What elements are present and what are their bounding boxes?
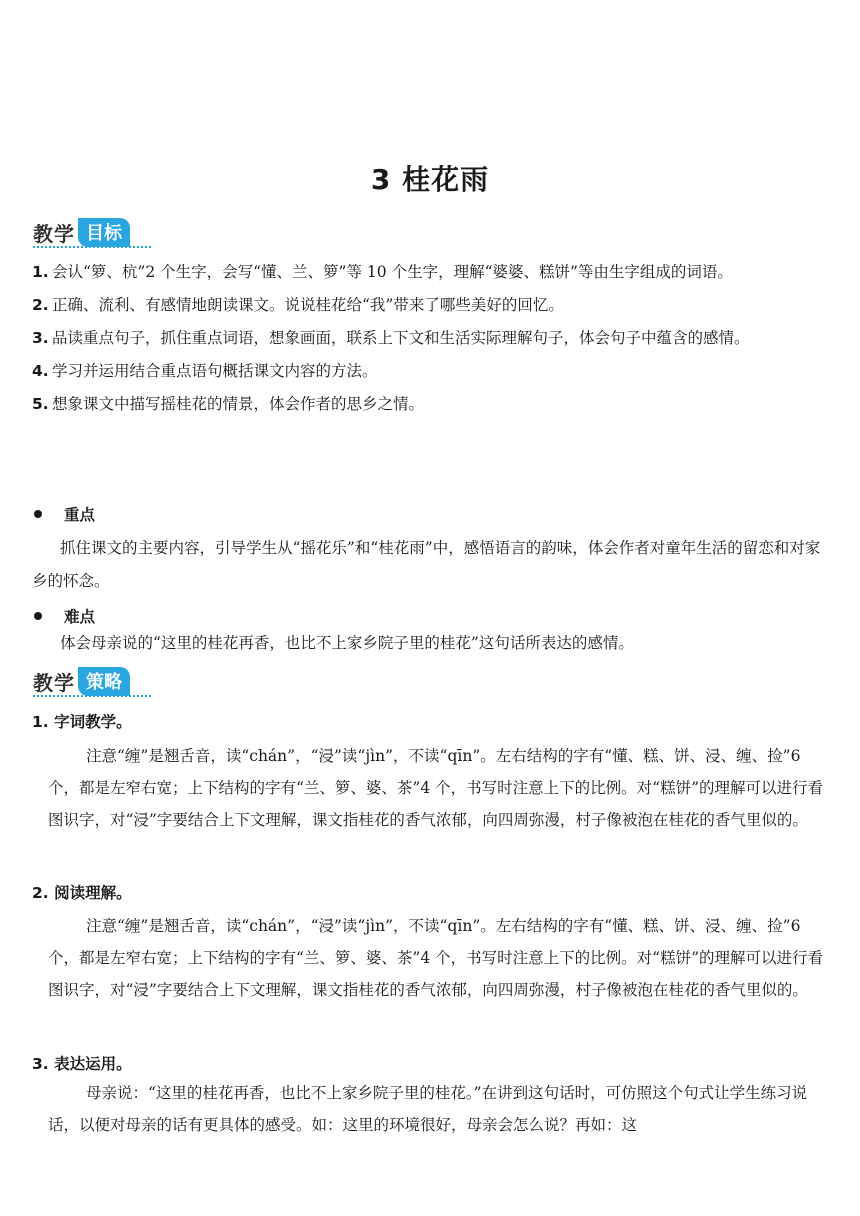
item-text: 学习并运用结合重点语句概括课文内容的方法。 bbox=[52, 362, 378, 380]
item-text: 正确、流利、有感情地朗读课文。说说桂花给“我”带来了哪些美好的回忆。 bbox=[52, 296, 564, 314]
page-title: 3 桂花雨 bbox=[370, 163, 490, 196]
difficulty-text: 体会母亲说的“这里的桂花再香，也比不上家乡院子里的桂花”这句话所表达的感情。 bbox=[60, 634, 634, 652]
objectives-heading-prefix: 教学 bbox=[33, 221, 75, 246]
strategy-text: 注意“缠”是翘舌音，读“chán”，“浸”读“jìn”，不读“qīn”。左右结构的字有“懂、糕、饼、浸、缠、捡”6 个，都是左窄右宽；上下结构的字有“兰、箩、婆、茶”4 个，书写时注意上下的比例。对“糕饼”的理解可以进行看图识字，对“浸”字要结合上下文理解，课文指桂花的香气浓郁，向四周弥漫，村子像被泡在桂花的香气里似的。 bbox=[48, 747, 823, 829]
heading-underline bbox=[33, 246, 151, 248]
item-number: 5. bbox=[32, 395, 49, 413]
difficulty-label: 难点 bbox=[64, 608, 96, 626]
item-text: 想象课文中描写摇桂花的情景，体会作者的思乡之情。 bbox=[52, 395, 425, 413]
strategies-heading-badge: 策略 bbox=[78, 667, 130, 696]
item-number: 4. bbox=[32, 362, 49, 380]
item-number: 1. bbox=[32, 263, 49, 281]
strategies-heading bbox=[33, 664, 130, 698]
strategies-heading-prefix: 教学 bbox=[33, 670, 75, 695]
item-text: 会认“箩、杭”2 个生字，会写“懂、兰、箩”等 10 个生字，理解“婆婆、糕饼”等由生字组成的词语。 bbox=[52, 263, 733, 281]
strategy-title: 3. 表达运用。 bbox=[32, 1055, 132, 1073]
key-point-label: 重点 bbox=[64, 506, 96, 524]
bullet-dot-icon bbox=[34, 510, 42, 518]
list-item bbox=[32, 289, 832, 322]
item-number: 3. bbox=[32, 329, 49, 347]
key-point-text: 抓住课文的主要内容，引导学生从“摇花乐”和“桂花雨”中，感悟语言的韵味，体会作者对童年生活的留恋和对家乡的怀念。 bbox=[32, 539, 821, 590]
objectives-list bbox=[32, 256, 832, 421]
objectives-heading-badge: 目标 bbox=[78, 218, 130, 247]
key-point-heading bbox=[34, 503, 95, 525]
list-item bbox=[32, 322, 832, 355]
bullet-dot-icon bbox=[34, 612, 42, 620]
objectives-heading bbox=[33, 215, 130, 249]
strategy-title: 2. 阅读理解。 bbox=[32, 884, 132, 902]
heading-underline bbox=[33, 695, 151, 697]
strategy-text: 母亲说：“这里的桂花再香，也比不上家乡院子里的桂花。”在讲到这句话时，可仿照这个句式让学生练习说话，以便对母亲的话有更具体的感受。如：这里的环境很好，母亲会怎么说？再如：这 bbox=[48, 1084, 808, 1134]
strategy-title: 1. 字词教学。 bbox=[32, 713, 132, 731]
item-number: 2. bbox=[32, 296, 49, 314]
item-text: 品读重点句子，抓住重点词语，想象画面，联系上下文和生活实际理解句子，体会句子中蕴含的感情。 bbox=[52, 329, 750, 347]
list-item bbox=[32, 355, 832, 388]
strategy-text: 注意“缠”是翘舌音，读“chán”，“浸”读“jìn”，不读“qīn”。左右结构的字有“懂、糕、饼、浸、缠、捡”6 个，都是左窄右宽；上下结构的字有“兰、箩、婆、茶”4 个，书写时注意上下的比例。对“糕饼”的理解可以进行看图识字，对“浸”字要结合上下文理解，课文指桂花的香气浓郁，向四周弥漫，村子像被泡在桂花的香气里似的。 bbox=[48, 917, 823, 999]
list-item bbox=[32, 256, 832, 289]
difficulty-heading bbox=[34, 605, 95, 627]
list-item bbox=[32, 388, 832, 421]
